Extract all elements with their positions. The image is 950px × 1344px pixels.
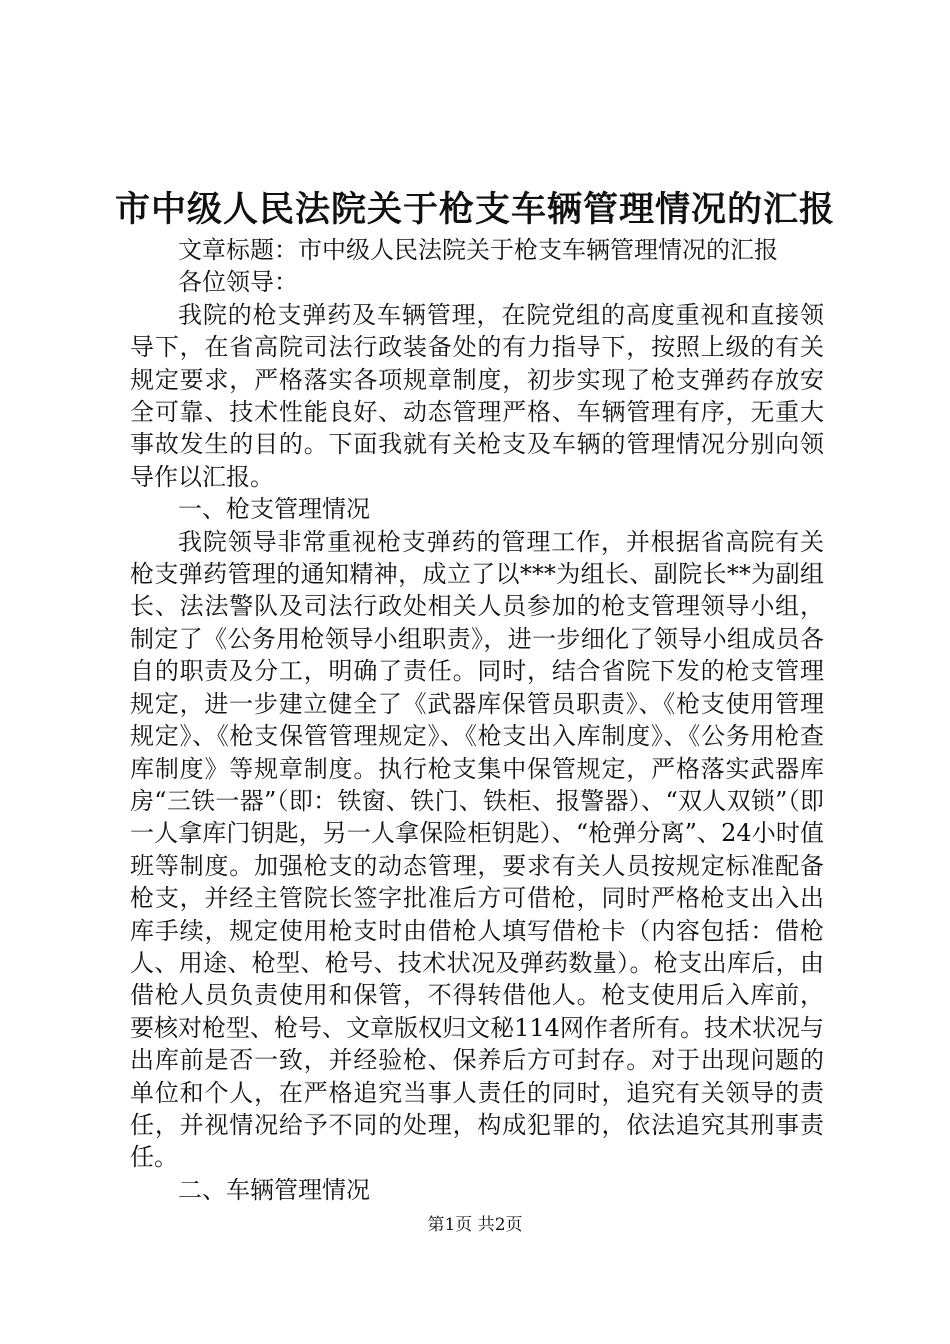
document-body [130, 234, 824, 1206]
firearms-paragraph: 我院领导非常重视枪支弹药的管理工作，并根据省高院有关枪支弹药管理的通知精神，成立了以***为组长、副院长**为副组长、法法警队及司法行政处相关人员参加的枪支管理领导小组，制定了《公务用枪领导小组职责》，进一步细化了领导小组成员各自的职责及分工，明确了责任。同时，结合省院下发的枪支管理规定，进一步建立健全了《武器库保管员职责》、《枪支使用管理规定》、《枪支保管管理规定》、《枪支出入库制度》、《公务用枪查库制度》等规章制度。执行枪支集中保管规定，严格落实武器库房“三铁一器”（即：铁窗、铁门、铁柜、报警器）、“双人双锁”（即一人拿库门钥匙，另一人拿保险柜钥匙）、“枪弹分离”、24小时值班等制度。加强枪支的动态管理，要求有关人员按规定标准配备枪支，并经主管院长签字批准后方可借枪，同时严格枪支出入出库手续，规定使用枪支时由借枪人填写借枪卡（内容包括：借枪人、用途、枪型、枪号、技术状况及弹药数量）。枪支出库后，由借枪人员负责使用和保管，不得转借他人。枪支使用后入库前，要核对枪型、枪号、文章版权归文秘114网作者所有。技术状况与出库前是否一致，并经验枪、保养后方可封存。对于出现问题的单位和个人，在严格追究当事人责任的同时，追究有关领导的责任，并视情况给予不同的处理，构成犯罪的，依法追究其刑事责任。 [130, 527, 824, 1172]
article-title-line: 文章标题：市中级人民法院关于枪支车辆管理情况的汇报 [178, 236, 778, 264]
section-heading-firearms: 一、枪支管理情况 [178, 495, 370, 524]
salutation: 各位领导： [178, 268, 298, 297]
section-heading-vehicles: 二、车辆管理情况 [178, 1175, 370, 1204]
document-title: 市中级人民法院关于枪支车辆管理情况的汇报 [114, 189, 835, 230]
page-footer: 第1页 共2页 [427, 1215, 523, 1235]
intro-paragraph: 我院的枪支弹药及车辆管理，在院党组的高度重视和直接领导下，在省高院司法行政装备处的有力指导下，按照上级的有关规定要求，严格落实各项规章制度，初步实现了枪支弹药存放安全可靠、技术性能良好、动态管理严格、车辆管理有序，无重大事故发生的目的。下面我就有关枪支及车辆的管理情况分别向领导作以汇报。 [130, 300, 824, 491]
